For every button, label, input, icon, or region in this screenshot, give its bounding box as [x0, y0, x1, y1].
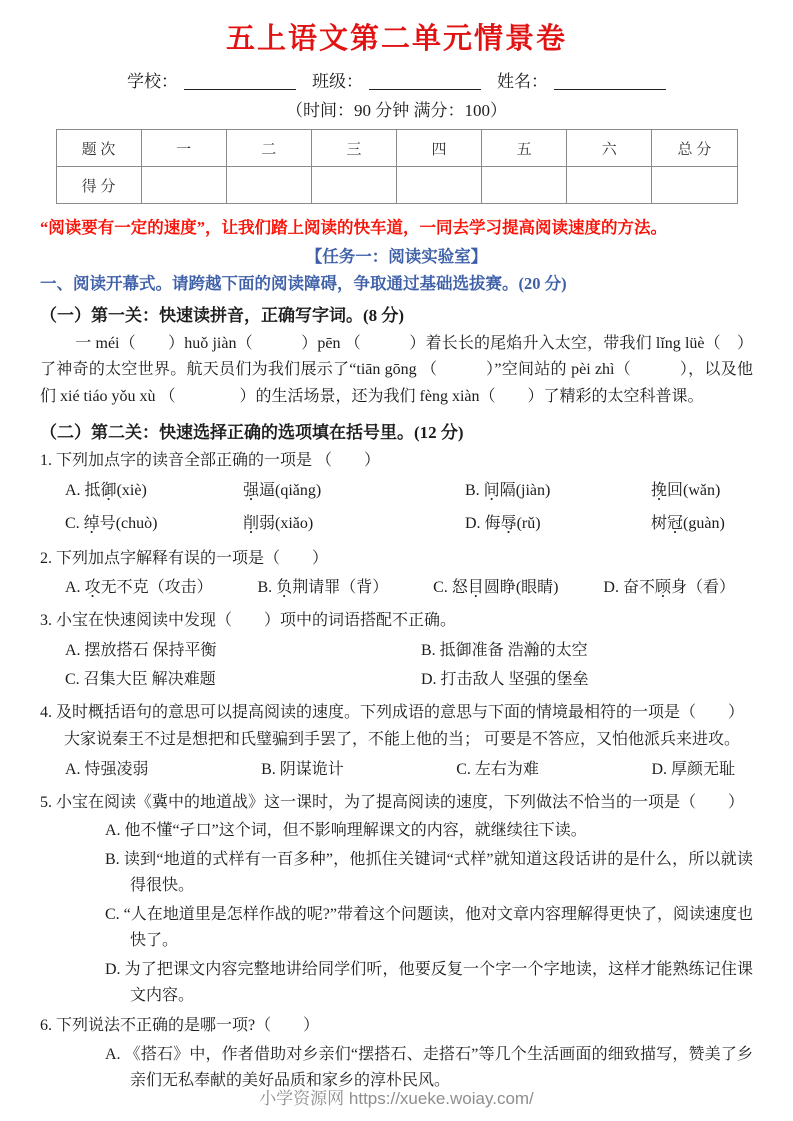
question-5-stem: 5. 小宝在阅读《冀中的地道战》这一课时，为了提高阅读的速度，下列做法不恰当的一项是（ ） [40, 793, 745, 811]
option-b: B. 读到“地道的式样有一百多种”，他抓住关键词“式样”就知道这段话讲的是什么，所以就读得很快。 [105, 851, 753, 894]
option-d-word-1: D. 侮辱(rǔ) [465, 514, 541, 532]
option-d: D. 厚颜无耻 [651, 760, 735, 778]
intro-red-line: “阅读要有一定的速度”，让我们踏上阅读的快车道，一同去学习提高阅读速度的方法。 [40, 218, 667, 237]
question-3 [40, 608, 753, 695]
student-info-row [40, 67, 753, 92]
site-watermark: 小学资源网 https://xueke.woiay.com/ [259, 1089, 534, 1108]
score-cell-6 [567, 167, 652, 204]
question-6 [40, 1013, 753, 1093]
score-header-4: 四 [397, 130, 482, 167]
option-c: C. 左右为难 [456, 760, 539, 778]
score-header-3: 三 [311, 130, 396, 167]
option-d: D. 打击敌人 坚强的堡垒 [421, 671, 589, 689]
question-4 [40, 700, 753, 785]
class-label: 班级： [312, 72, 363, 91]
option-c: C. 召集大臣 解决难题 [65, 671, 216, 689]
option-c-word-2: 削弱(xiǎo) [243, 514, 314, 532]
option-d-word-2: 树冠(guàn) [651, 514, 725, 532]
part-two-heading: （二）第二关：快速选择正确的选项填在括号里。(12 分) [40, 422, 464, 442]
part-one-heading: （一）第一关：快速读拼音，正确写字词。(8 分) [40, 305, 405, 325]
option-b: B. 阴谋诡计 [261, 760, 344, 778]
score-header-6: 六 [567, 130, 652, 167]
school-label: 学校： [127, 72, 178, 91]
option-a: A. 攻无不克（攻击） [65, 579, 213, 597]
question-5 [40, 790, 753, 1009]
question-4-context: 大家说秦王不过是想把和氏璧骗到手罢了，不能上他的当； 可要是不答应，又怕他派兵来进攻。 [64, 731, 741, 749]
option-a: A. 他不懂“孑口”这个词，但不影响理解课文的内容，就继续往下读。 [105, 822, 587, 840]
class-blank [369, 72, 481, 90]
question-1-stem: 1. 下列加点字的读音全部正确的一项是 （ ） [40, 451, 381, 469]
question-1-options [40, 475, 753, 541]
score-header-1: 一 [141, 130, 226, 167]
option-a: A. 摆放搭石 保持平衡 [65, 641, 217, 659]
option-d: D. 奋不顾身（看） [603, 579, 735, 597]
score-header-2: 二 [226, 130, 311, 167]
option-a-word-1: A. 抵御(xiè) [65, 482, 147, 500]
name-label: 姓名： [497, 72, 548, 91]
option-c: C. 怒目圆睁(眼睛) [433, 579, 559, 597]
time-score-line: （时间：90 分钟 满分：100） [286, 101, 507, 120]
score-cell-total [652, 167, 737, 204]
question-3-stem: 3. 小宝在快速阅读中发现（ ）项中的词语搭配不正确。 [40, 611, 457, 629]
score-cell-1 [141, 167, 226, 204]
option-a: A. 《搭石》中，作者借助对乡亲们“摆搭石、走搭石”等几个生活画面的细致描写，赞美了乡亲们无私奉献的美好品质和家乡的淳朴民风。 [105, 1046, 753, 1089]
option-d: D. 为了把课文内容完整地讲给同学们听，他要反复一个字一个字地读，这样才能熟练记住课文内容。 [105, 960, 753, 1004]
question-2-options [40, 573, 753, 603]
score-table-score-row [56, 167, 737, 204]
school-blank [184, 72, 296, 90]
score-header-timu: 题 次 [56, 130, 141, 167]
score-row-label: 得 分 [56, 167, 141, 204]
option-c-word-1: C. 绰号(chuò) [65, 514, 158, 532]
option-b: B. 抵御准备 浩瀚的太空 [421, 641, 588, 659]
question-4-options [40, 755, 753, 785]
score-cell-2 [226, 167, 311, 204]
page-title: 五上语文第二单元情景卷 [225, 23, 567, 55]
option-a-word-2: 强逼(qiǎng) [243, 482, 322, 500]
pinyin-paragraph: 一 méi（ ）huǒ jiàn（ ）pēn （ ）着长长的尾焰升入太空，带我们 lǐng lüè（ ）了神奇的太空世界。航天员们为我们展示了“tiān gōng （ ）”空间站的 pèi zhì（ ），以及他们 xié tiáo yǒu xù （ ）的生活场景，还为我们 fèng xiàn（ ）了精彩的太空科普课。 [40, 334, 753, 406]
score-cell-3 [311, 167, 396, 204]
option-b-word-1: B. 间隔(jiàn) [465, 482, 551, 500]
question-4-stem: 4. 及时概括语句的意思可以提高阅读的速度。下列成语的意思与下面的情境最相符的一项是（ ） [40, 703, 745, 721]
option-b: B. 负荆请罪（背） [257, 579, 389, 597]
option-a: A. 恃强凌弱 [65, 760, 149, 778]
score-table-header-row [56, 130, 737, 167]
question-1 [40, 448, 753, 541]
score-cell-5 [482, 167, 567, 204]
score-table [56, 129, 738, 204]
question-3-options [40, 636, 753, 695]
option-b-word-2: 挽回(wǎn) [651, 482, 721, 500]
task-one-banner: 【任务一：阅读实验室】 [305, 246, 488, 266]
section-one-heading: 一、阅读开幕式。请跨越下面的阅读障碍，争取通过基础选拔赛。(20 分) [40, 273, 567, 293]
score-header-total: 总 分 [652, 130, 737, 167]
question-2 [40, 546, 753, 603]
name-blank [554, 72, 666, 90]
score-cell-4 [397, 167, 482, 204]
question-6-stem: 6. 下列说法不正确的是哪一项?（ ） [40, 1017, 320, 1035]
option-c: C. “人在地道里是怎样作战的呢?”带着这个问题读，他对文章内容理解得更快了，阅读速度也快了。 [105, 905, 753, 949]
score-header-5: 五 [482, 130, 567, 167]
question-2-stem: 2. 下列加点字解释有误的一项是（ ） [40, 549, 329, 567]
